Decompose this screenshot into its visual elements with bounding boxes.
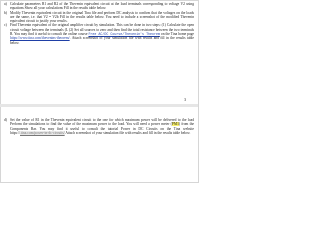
item-label: d)	[4, 118, 7, 122]
item-label: b)	[4, 10, 7, 15]
item-text-after-highlight: from the Components Bar. You may find it useful to consult the tutorial Power in DC Circuits on the Tina website https://	[10, 122, 194, 135]
question-item-d	[4, 118, 194, 135]
item-text-before-link: Find Thevenin equivalent of the original amplifier circuit by simulation. This can be done in two steps: (1) Calculate the open circuit voltage between the terminals (L (2) Set all sources to zero and then find the total resistance between the two terminals R. You may find it useful to consult the online course	[10, 23, 194, 37]
question-item-b	[4, 11, 194, 24]
highlighted-text: PM1	[171, 122, 179, 127]
document-page-top	[4, 2, 194, 45]
question-item-a	[4, 2, 194, 11]
item-text: Calculate parameters R1 and R2 of the Thevenin equivalent circuit at the load terminals corresponding to voltage V2 using equations Show all your calculations Fill in the results table below.	[10, 2, 194, 11]
tina-theorem-link[interactable]: https://www.tina.com/thevenins-theorem/	[10, 36, 70, 41]
item-text-end: Attach screenshot of your simulation file with results and fill in the results table below.	[10, 36, 194, 45]
item-text: Find Thevenin equivalent of the original amplifier circuit by simulation. This can be done in two steps: (1) Calculate the open circuit voltage between the terminals (L (2) Set all sources to zero and then find the total resistance between the two terminals R. You may find it useful to consult the online course Free AC/DC Course/Thevenin's Theorem on the Tina home page https://www.tina.com/thevenins-theorem/. Attach screenshot of your simulation file with results and fill in the results table below.	[10, 23, 194, 45]
page-divider	[0, 104, 198, 107]
course-link[interactable]: Free AC/DC Course/Thevenin's Theorem	[88, 32, 160, 37]
page-number: 3	[184, 98, 186, 102]
item-text-before-highlight: Set the value of R1 in the Thevenin equivalent circuit to the one for which maximum power will be delivered to the load Perform the simulations to find the value of the maximum power to the load. You will need a power meter	[10, 118, 194, 127]
item-label: c)	[4, 23, 7, 28]
power-dc-link[interactable]: .tina.com/power-in-dc-circuits/	[20, 130, 65, 135]
item-text-after-link: on the Tina home page	[160, 32, 194, 37]
item-text: Set the value of R1 in the Thevenin equivalent circuit to the one for which maximum power will be delivered to the load Perform the simulations to find the value of the maximum power to the load. You will need a power meter (PM1) from the Components Bar. You may find it useful to consult the tutorial Power in DC Circuits on the Tina website https://.tina.com/power-in-dc-circuits/ Attach screenshot of your simulation file with results and fill in the results table below.	[10, 118, 194, 135]
item-text: Modify Thevenin equivalent circuit in the original Tina file and perform DC analysis to confirm that the voltages on the loads are the same, i.e. that V2 = V2b Fill in the results table below. You need to include a screenshot of the modified Thevenin equivalent circuit to justify your results.	[10, 10, 194, 24]
item-label: a)	[4, 2, 7, 6]
question-item-c	[4, 23, 194, 44]
item-text-end: Attach screenshot of your simulation file with results and fill in the results table below.	[65, 130, 191, 135]
document-page-bottom	[4, 118, 194, 135]
